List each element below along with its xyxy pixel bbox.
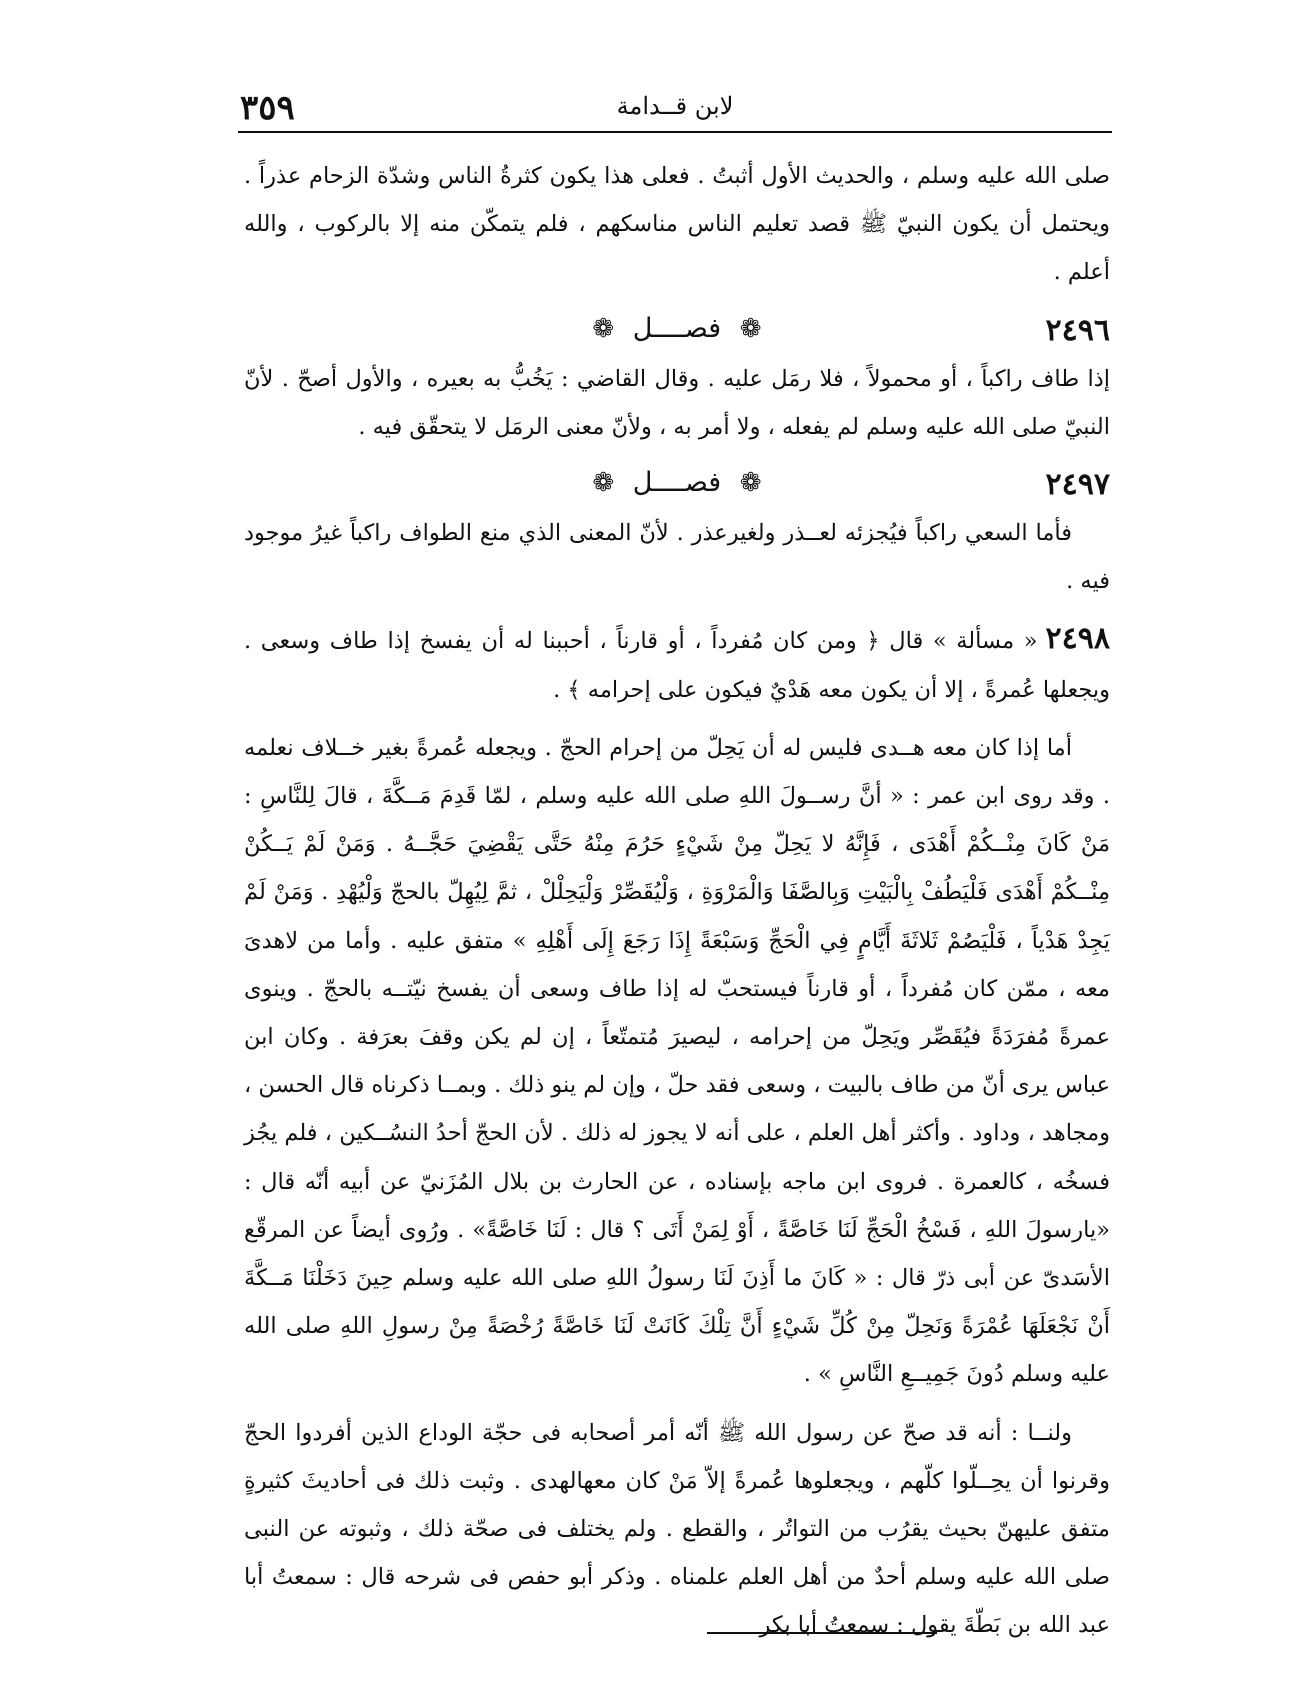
paragraph-continuation: صلى الله عليه وسلم ، والحديث الأول أثبتُ . فعلى هذا يكون كثرةُ الناس وشدّة الزحام عذراً . ويحتمل أن يكون النبيّ ﷺ قصد تعليم الناس مناسكهم ، فلم يتمكّن منه إلا بالركوب ، والله أعلم . bbox=[244, 163, 1110, 286]
section-title bbox=[244, 305, 1110, 353]
section-title bbox=[244, 459, 1110, 507]
body-text bbox=[244, 152, 1110, 1650]
masala-text: « مسألة » قال ﴿ ومن كان مُفرداً ، أو قارناً ، أحببنا له أن يفسخ إذا طاف وسعى . ويجعلها عُمرةً ، إلا أن يكون معه هَدْيٌ فيكون على إحرامه ﴾ . bbox=[244, 628, 1110, 703]
ornament-icon: ❁ bbox=[739, 468, 762, 499]
section-number: ٢٤٩٦ bbox=[1045, 312, 1110, 348]
section-heading-2497 bbox=[244, 455, 1110, 507]
footer-rule bbox=[707, 1632, 937, 1634]
paragraph: أما إذا كان معه هــدى فليس له أن يَحِلّ من إحرام الحجّ . ويجعله عُمرةً بغير خــلاف نعلمه . وقد روى ابن عمر : « أنَّ رســولَ اللهِ صلى الله عليه وسلم ، لمّا قَدِمَ مَــكَّةَ ، قالَ لِلنَّاسِ : مَنْ كَانَ مِنْــكُمْ أَهْدَى ، فَإِنَّهُ لا يَحِلّ مِنْ شَيْءٍ حَرُمَ مِنْهُ حَتَّى يَقْضِيَ حَجَّــهُ . وَمَنْ لَمْ يَــكُنْ مِنْــكُمْ أَهْدَى فَلْيَطُفْ بِالْبَيْتِ وَبِالصَّفَا وَالْمَرْوَةِ ، وَلْيُقَصِّرْ وَلْيَحِلْلْ ، ثمَّ لِيُهِلّ بالحجّ وَلْيُهْدِ . وَمَنْ لَمْ يَجِدْ هَدْياً ، فَلْيَصُمْ ثَلاثَةَ أَيَّامٍ فِي الْحَجِّ وَسَبْعَةً إِذَا رَجَعَ إِلَى أَهْلِهِ » متفق عليه . وأما من لاهدىَ معه ، ممّن كان مُفرداً ، أو قارناً فيستحبّ له إذا طاف وسعى أن يفسخ نيّتــه بالحجّ . وينوى عمرةً مُفرَدَةً فيُقَصِّر ويَحِلّ من إحرامه ، ليصيرَ مُتمتّعاً ، إن لم يكن وقفَ بعرَفة . وكان ابن عباس يرى أنّ من طاف بالبيت ، وسعى فقد حلّ ، وإن لم ينو ذلك . وبمــا ذكرناه قال الحسن ، ومجاهد ، وداود . وأكثر أهل العلم ، على أنه لا يجوز له ذلك . لأن الحجّ أحدُ النسُــكين ، فلم يجُز فسخُه ، كالعمرة . فروى ابن ماجه بإسناده ، عن الحارث بن بلال المُزَنيّ عن أبيه أنّه قال : «يارسولَ اللهِ ، فَسْخُ الْحَجِّ لَنَا خَاصَّةً ، أَوْ لِمَنْ أَتَى ؟ قال : لَنَا خَاصَّةً» . ورُوى أيضاً عن المرقّع الأسَدىّ عن أبى ذرّ قال : « كَانَ ما أَذِنَ لَنَا رسولُ اللهِ صلى الله عليه وسلم حِينَ دَخَلْنَا مَــكَّةَ أَنْ نَجْعَلَهَا عُمْرَةً وَنَحِلّ مِنْ كُلِّ شَيْءٍ أَنَّ تِلْكَ كَانَتْ لَنَا خَاصَّةً رُخْصَةً مِنْ رسولِ اللهِ صلى الله عليه وسلم دُونَ جَمِيــعِ النَّاسِ » . bbox=[244, 734, 1110, 1388]
paragraph: فأما السعي راكباً فيُجزئه لعــذر ولغيرعذر . لأنّ المعنى الذي منع الطواف راكباً غيرُ موجود فيه . bbox=[244, 520, 1110, 595]
section-heading-2496 bbox=[244, 301, 1110, 353]
ornament-icon: ❁ bbox=[592, 313, 615, 344]
page-header bbox=[240, 88, 1110, 132]
masala-paragraph bbox=[244, 615, 1110, 713]
masala-number: ٢٤٩٨ bbox=[1045, 621, 1110, 657]
ornament-icon: ❁ bbox=[592, 468, 615, 499]
ornament-icon: ❁ bbox=[739, 313, 762, 344]
page-number: ٣٥٩ bbox=[240, 88, 295, 128]
paragraph: ولنــا : أنه قد صحّ عن رسول الله ﷺ أنّه أمر أصحابه فى حجّة الوداع الذين أفردوا الحجّ وقرنوا أن يحِــلّوا كلّهم ، ويجعلوها عُمرةً إلاّ مَنْ كان معهالهدى . وثبت ذلك فى أحاديثَ كثيرةٍ متفق عليهنّ بحيث يقرُب من التواتُر ، والقطع . ولم يختلف فى صحّة ذلك ، وثبوته عن النبى صلى الله عليه وسلم أحدٌ من أهل العلم علمناه . وذكر أبو حفص فى شرحه قال : سمعتُ أبا عبد الله بن بَطّةَ يقول : سمعتُ أبا بكر bbox=[244, 1419, 1110, 1639]
running-title: لابن قــدامة bbox=[616, 92, 734, 120]
section-number: ٢٤٩٧ bbox=[1045, 467, 1110, 503]
section-title-text: فصــــل bbox=[632, 312, 722, 344]
section-title-text: فصــــل bbox=[632, 467, 722, 499]
paragraph: إذا طاف راكباً ، أو محمولاً ، فلا رمَل عليه . وقال القاضي : يَخُبُّ به بعيره ، والأول أصحّ . لأنّ النبيّ صلى الله عليه وسلم لم يفعله ، ولا أمر به ، ولأنّ معنى الرمَل لا يتحقّق فيه . bbox=[244, 365, 1110, 440]
header-rule bbox=[238, 131, 1112, 133]
